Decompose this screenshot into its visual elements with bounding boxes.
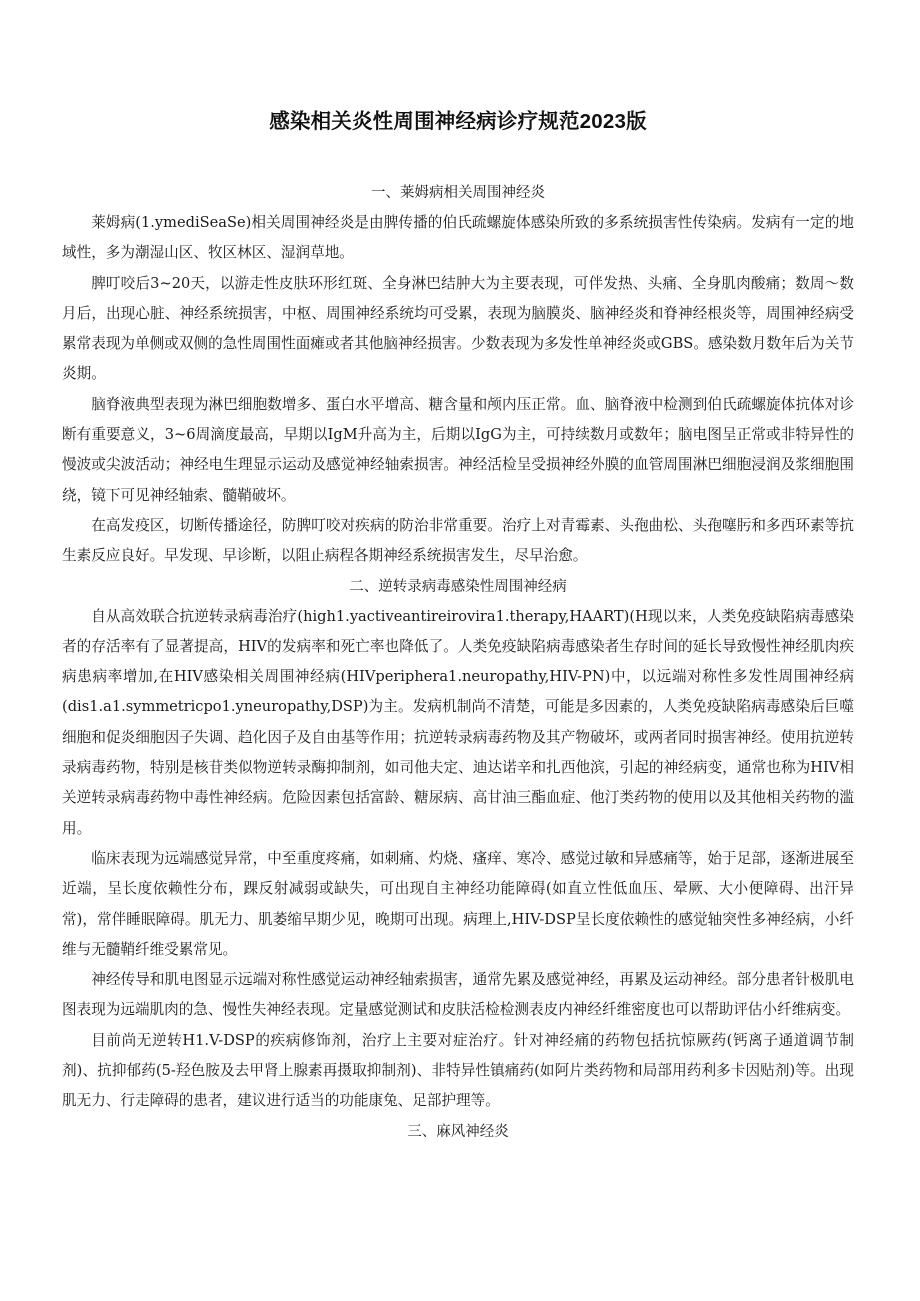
paragraph: 脑脊液典型表现为淋巴细胞数增多、蛋白水平增高、糖含量和颅内压正常。血、脑脊液中检测到伯氏疏螺旋体抗体对诊断有重要意义，3~6周滴度最高，早期以IgM升高为主，后期以IgG为主，可持续数月或数年；脑电图呈正常或非特异性的慢波或尖波活动；神经电生理显示运动及感觉神经轴索损害。神经活检呈受损神经外膜的血管周围淋巴细胞浸润及浆细胞围绕，镜下可见神经轴索、髓鞘破坏。	[62, 395, 854, 504]
paragraph: 目前尚无逆转H1.V-DSP的疾病修饰剂，治疗上主要对症治疗。针对神经痛的药物包括抗惊厥药(钙离子通道调节制剂)、抗抑郁药(5-羟色胺及去甲肾上腺素再摄取抑制剂)、非特异性镇痛药(如阿片类药物和局部用药利多卡因贴剂)等。出现肌无力、行走障碍的患者，建议进行适当的功能康兔、足部护理等。	[62, 1031, 854, 1110]
section-heading-lyme: 一、莱姆病相关周围神经炎	[371, 185, 545, 201]
section-heading-retrovirus: 二、逆转录病毒感染性周围神经病	[349, 578, 567, 595]
document-title: 感染相关炎性周围神经病诊疗规范2023版	[269, 110, 647, 133]
paragraph: 脾叮咬后3~20天，以游走性皮肤环形红斑、全身淋巴结肿大为主要表现，可伴发热、头痛、全身肌肉酸痛；数周～数月后，出现心脏、神经系统损害，中枢、周围神经系统均可受累，表现为脑膜炎、脑神经炎和脊神经根炎等，周围神经病受累常表现为单侧或双侧的急性周围性面瘫或者其他脑神经损害。少数表现为多发性单神经炎或GBS。感染数月数年后为关节炎期。	[62, 274, 854, 383]
section-heading-leprosy: 三、麻风神经炎	[407, 1123, 509, 1140]
paragraph: 临床表现为远端感觉异常，中至重度疼痛，如刺痛、灼烧、瘙痒、寒冷、感觉过敏和异感痛等，始于足部，逐渐进展至近端，呈长度依赖性分布，踝反射减弱或缺失，可出现自主神经功能障碍(如直立性低血压、晕厥、大小便障碍、出汗异常)，常伴睡眠障碍。肌无力、肌萎缩早期少见，晚期可出现。病理上,HIV-DSP呈长度依赖性的感觉轴突性多神经病，小纤维与无髓鞘纤维受累常见。	[62, 849, 854, 958]
paragraph: 神经传导和肌电图显示远端对称性感觉运动神经轴索损害，通常先累及感觉神经，再累及运动神经。部分患者针极肌电图表现为远端肌肉的急、慢性失神经表现。定量感觉测试和皮肤活检检测表皮内神经纤维密度也可以帮助评估小纤维病变。	[62, 971, 854, 1019]
paragraph: 在高发疫区，切断传播途径，防脾叮咬对疾病的防治非常重要。治疗上对青霉素、头孢曲松、头孢噻肟和多西环素等抗生素反应良好。早发现、早诊断，以阻止病程各期神经系统损害发生，尽早治愈。	[62, 516, 854, 565]
paragraph: 莱姆病(1.ymediSeaSe)相关周围神经炎是由脾传播的伯氏疏螺旋体感染所致的多系统损害性传染病。发病有一定的地域性，多为潮湿山区、牧区林区、湿润草地。	[62, 214, 854, 262]
paragraph: 自从高效联合抗逆转录病毒治疗(high1.yactiveantireirovira1.therapy,HAART)(H现以来，人类免疫缺陷病毒感染者的存活率有了显著提高，HIV的发病率和死亡率也降低了。人类免疫缺陷病毒感染者生存时间的延长导致慢性神经肌肉疾病患病率增加,在HIV感染相关周围神经病(HIVperiphera1.neuropathy,HIV-PN)中，以远端对称性多发性周围神经病(dis1.a1.symmetricpo1.yneuropathy,DSP)为主。发病机制尚不清楚，可能是多因素的，人类免疫缺陷病毒感染后巨噬细胞和促炎细胞因子失调、趋化因子及自由基等作用；抗逆转录病毒药物及其产物破坏，或两者同时损害神经。使用抗逆转录病毒药物，特别是核苷类似物逆转录酶抑制剂，如司他夫定、迪达诺辛和扎西他滨，引起的神经病变，通常也称为HIV相关逆转录病毒药物中毒性神经病。危险因素包括富龄、糖尿病、高甘油三酯血症、他汀类药物的使用以及其他相关药物的滥用。	[62, 607, 854, 837]
